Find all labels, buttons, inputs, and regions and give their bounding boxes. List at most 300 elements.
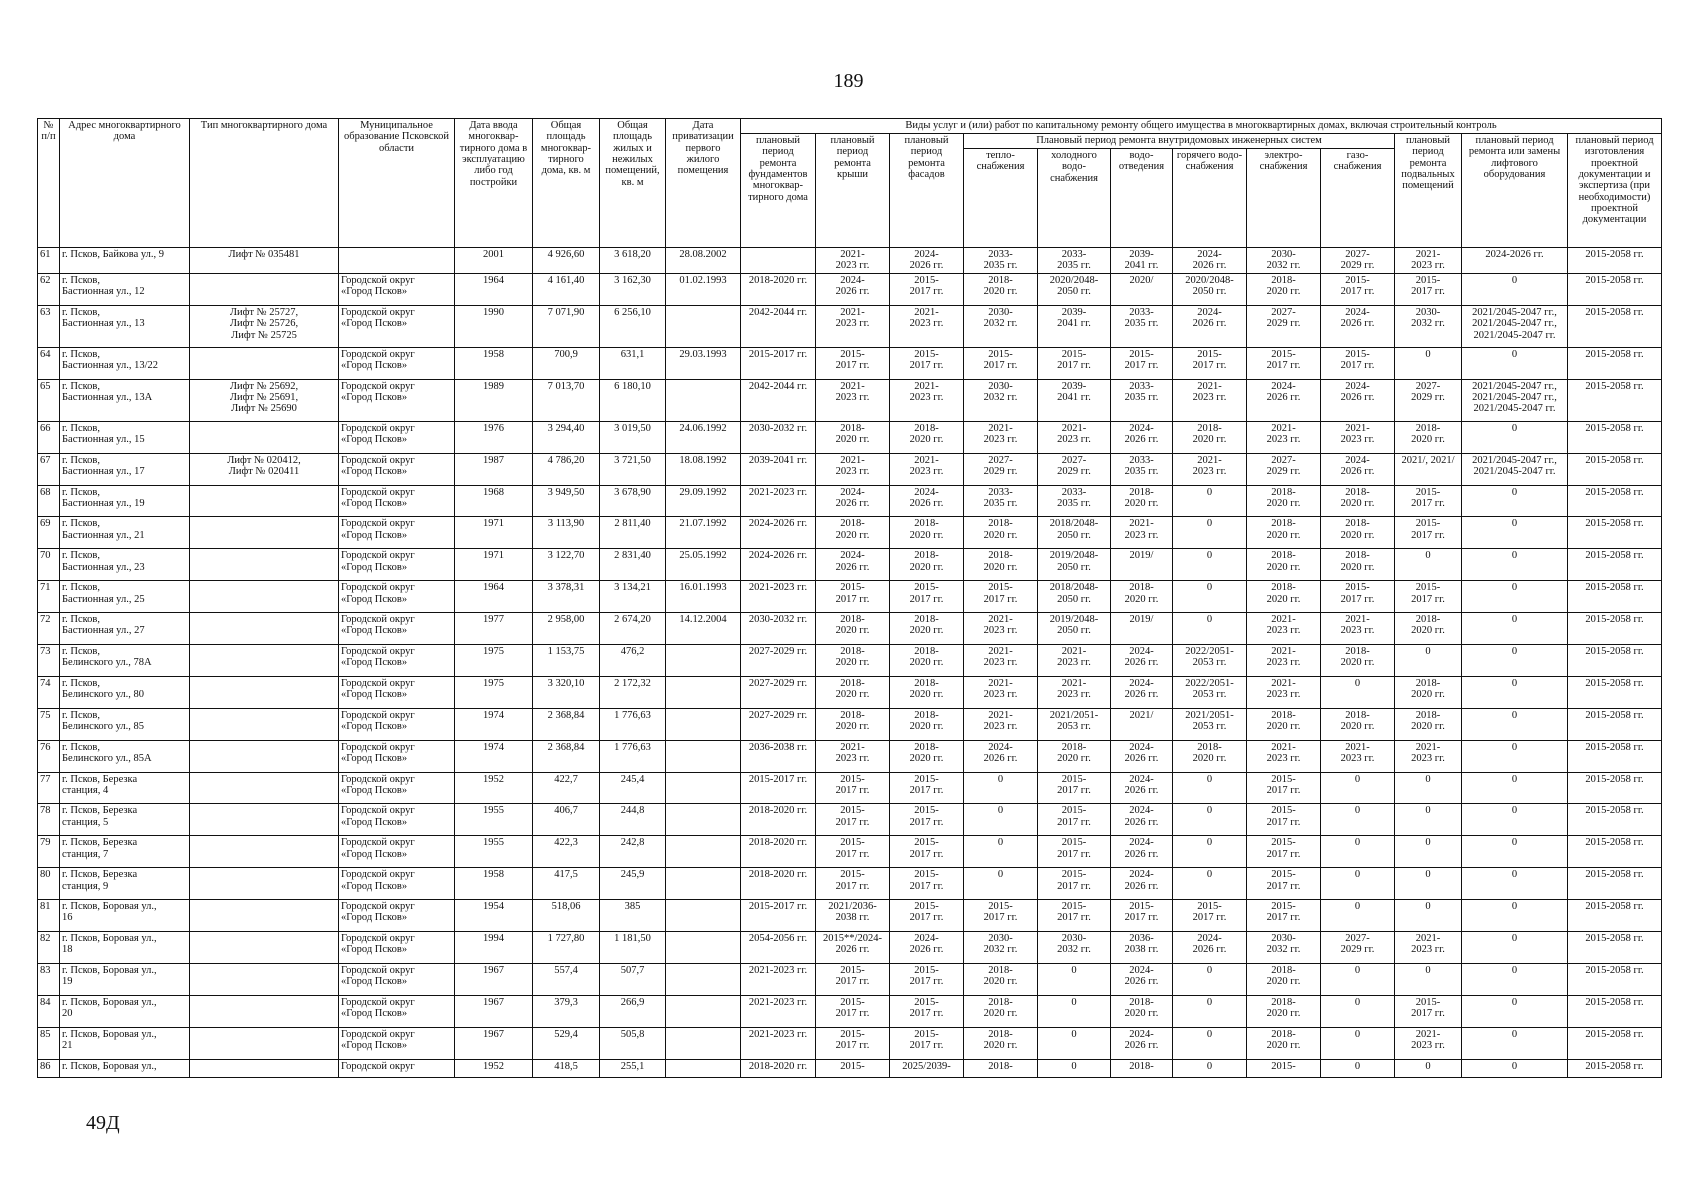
cell-roof-line: 2015- (840, 582, 865, 594)
cell-electric-line: 2023 гг. (1266, 625, 1301, 637)
cell-sewage-line: 2026 гг. (1124, 880, 1159, 892)
cell-electric-line: 2018- (1271, 1028, 1296, 1040)
cell-heat-line: 2017 гг. (983, 360, 1018, 372)
cell-heat-line: 2023 гг. (983, 434, 1018, 446)
cell-foundation (741, 676, 816, 708)
cell-gas-line: 0 (1354, 837, 1361, 849)
cell-electric-line: 2026 гг. (1266, 392, 1301, 404)
cell-gas (1321, 613, 1395, 645)
cell-elevator (1462, 836, 1568, 868)
cell-num: 78 (38, 804, 60, 836)
cell-heat (964, 963, 1038, 995)
cell-municipality-line: «Город Псков» (341, 657, 408, 669)
cell-facade (890, 804, 964, 836)
cell-sewage-line: 2018- (1129, 1060, 1154, 1072)
cell-cold-water-line: 2050 гг. (1057, 561, 1091, 573)
cell-living-area: 2 172,32 (600, 676, 666, 708)
cell-basement (1395, 305, 1462, 347)
cell-municipality-line: Городской округ (341, 901, 415, 913)
cell-hot-water-line: 2053 гг. (1192, 721, 1227, 733)
cell-roof-line: 2021- (840, 249, 865, 260)
cell-electric-line: 2020 гг. (1266, 1040, 1301, 1052)
cell-docs-line: 2015-2058 гг. (1585, 486, 1644, 498)
cell-electric (1247, 708, 1321, 740)
cell-cold-water-line: 2050 гг. (1057, 529, 1091, 541)
cell-type (190, 248, 339, 274)
cell-municipality (339, 836, 455, 868)
cell-elevator-line: 2021/2045-2047 гг., (1472, 306, 1557, 318)
cell-municipality-line: Городской округ (341, 1028, 415, 1040)
cell-hot-water-line: 2015- (1197, 348, 1222, 360)
table-row (38, 804, 1662, 836)
cell-sewage (1111, 305, 1173, 347)
cell-docs (1568, 274, 1662, 306)
cell-docs (1568, 836, 1662, 868)
cell-gas-line: 2024- (1345, 306, 1370, 318)
cell-total-area: 7 071,90 (533, 305, 600, 347)
cell-heat (964, 740, 1038, 772)
cell-municipality-line: «Город Псков» (341, 1008, 408, 1020)
cell-basement-line: 2017 гг. (1411, 1008, 1445, 1020)
cell-sewage-line: 2026 гг. (1124, 848, 1159, 860)
cell-num: 86 (38, 1059, 60, 1077)
cell-total-area: 3 378,31 (533, 581, 600, 613)
cell-privatization (666, 1027, 741, 1059)
cell-sewage-line: 2033- (1129, 454, 1154, 466)
cell-cold-water (1038, 421, 1111, 453)
cell-sewage-line: 2024- (1129, 741, 1154, 753)
cell-address (60, 248, 190, 274)
cell-heat-line: 2017 гг. (983, 912, 1018, 924)
header-foundation: плановый период ремонта фундаментов многоквар-тирного дома (741, 134, 816, 248)
cell-heat-line: 2015- (988, 901, 1013, 913)
cell-cold-water-line: 2019/2048- (1049, 550, 1099, 562)
cell-municipality (339, 613, 455, 645)
cell-sewage (1111, 804, 1173, 836)
cell-basement (1395, 868, 1462, 900)
cell-type (190, 868, 339, 900)
cell-gas-line: 2020 гг. (1340, 497, 1375, 509)
cell-roof-line: 2021/2036- (828, 901, 877, 913)
cell-roof-line: 2017 гг. (835, 816, 870, 828)
cell-heat (964, 1027, 1038, 1059)
cell-sewage-line: 2017 гг. (1124, 912, 1159, 924)
cell-electric-line: 2017 гг. (1266, 360, 1301, 372)
cell-basement (1395, 421, 1462, 453)
cell-docs (1568, 804, 1662, 836)
cell-sewage-line: 2024- (1129, 869, 1154, 881)
cell-municipality (339, 1027, 455, 1059)
cell-municipality (339, 421, 455, 453)
cell-electric (1247, 613, 1321, 645)
cell-facade (890, 485, 964, 517)
cell-cold-water-line: 2023 гг. (1057, 689, 1091, 701)
cell-gas (1321, 305, 1395, 347)
cell-cold-water-line: 2041 гг. (1057, 318, 1091, 330)
cell-address-line: Бастионная ул., 15 (62, 434, 145, 446)
cell-address-line: г. Псков, (62, 306, 101, 318)
cell-hot-water (1173, 932, 1247, 964)
cell-cold-water (1038, 517, 1111, 549)
table-row (38, 708, 1662, 740)
cell-facade-line: 2021- (914, 454, 939, 466)
cell-foundation (741, 804, 816, 836)
cell-num: 77 (38, 772, 60, 804)
cell-facade-line: 2021- (914, 380, 939, 392)
cell-privatization (666, 740, 741, 772)
cell-municipality-line: «Город Псков» (341, 561, 408, 573)
cell-heat-line: 2029 гг. (983, 466, 1018, 477)
table-body (38, 248, 1662, 1078)
table-row (38, 676, 1662, 708)
cell-hot-water-line: 2023 гг. (1192, 392, 1227, 404)
cell-foundation-line: 2030-2032 гг. (748, 422, 808, 434)
cell-cold-water (1038, 347, 1111, 379)
cell-address (60, 274, 190, 306)
cell-roof-line: 2026 гг. (835, 561, 870, 573)
cell-foundation (741, 379, 816, 421)
cell-facade (890, 305, 964, 347)
cell-electric-line: 2021- (1271, 741, 1296, 753)
cell-foundation (741, 613, 816, 645)
cell-hot-water-line: 2021- (1197, 454, 1222, 466)
cell-privatization: 16.01.1993 (666, 581, 741, 613)
cell-facade-line: 2015- (914, 275, 939, 286)
cell-gas-line: 0 (1354, 1028, 1361, 1040)
cell-gas (1321, 740, 1395, 772)
cell-basement-line: 2023 гг. (1411, 260, 1445, 272)
cell-roof-line: 2015- (840, 805, 865, 817)
table-header (38, 119, 1662, 248)
cell-basement (1395, 379, 1462, 421)
cell-hot-water (1173, 900, 1247, 932)
cell-elevator-line: 0 (1511, 773, 1518, 785)
cell-elevator-line: 0 (1511, 486, 1518, 498)
cell-sewage-line: 2024- (1129, 837, 1154, 849)
cell-sewage-line: 2033- (1129, 380, 1154, 392)
cell-hot-water-line: 0 (1206, 869, 1213, 881)
cell-hot-water-line: 2017 гг. (1192, 360, 1227, 372)
cell-cold-water (1038, 804, 1111, 836)
cell-heat-line: 2015- (988, 348, 1013, 360)
cell-sewage (1111, 772, 1173, 804)
cell-foundation (741, 868, 816, 900)
cell-municipality-line: Городской округ (341, 869, 415, 881)
cell-elevator-line: 0 (1511, 422, 1518, 434)
cell-total-area: 3 320,10 (533, 676, 600, 708)
cell-sewage-line: 2021/ (1129, 709, 1154, 721)
cell-date: 1955 (455, 836, 533, 868)
cell-docs (1568, 517, 1662, 549)
cell-docs (1568, 421, 1662, 453)
cell-num: 82 (38, 932, 60, 964)
cell-address-line: Бастионная ул., 19 (62, 497, 145, 509)
cell-num: 80 (38, 868, 60, 900)
header-heat: тепло-снабжения (964, 149, 1038, 248)
cell-address-line: г. Псков, (62, 275, 101, 286)
cell-privatization: 28.08.2002 (666, 248, 741, 274)
cell-type (190, 613, 339, 645)
header-roof: плановый период ремонта крыши (816, 134, 890, 248)
cell-facade (890, 868, 964, 900)
cell-heat-line: 2020 гг. (983, 1040, 1018, 1052)
cell-gas-line: 0 (1354, 805, 1361, 817)
cell-sewage-line: 2035 гг. (1124, 318, 1159, 330)
cell-elevator (1462, 963, 1568, 995)
cell-basement-line: 2021- (1415, 1028, 1441, 1040)
cell-heat-line: 2020 гг. (983, 1008, 1018, 1020)
cell-municipality-line: «Город Псков» (341, 880, 408, 892)
cell-docs (1568, 1027, 1662, 1059)
cell-address-line: г. Псков, Березка (62, 805, 138, 817)
cell-roof-line: 2015- (840, 1028, 865, 1040)
cell-hot-water-line: 0 (1206, 518, 1213, 530)
cell-address-line: г. Псков, (62, 614, 101, 626)
cell-electric-line: 2017 гг. (1266, 816, 1301, 828)
cell-gas (1321, 581, 1395, 613)
cell-electric-line: 2015- (1271, 837, 1296, 849)
cell-cold-water-line: 0 (1071, 1060, 1077, 1072)
cell-facade (890, 645, 964, 677)
cell-hot-water-line: 0 (1206, 805, 1213, 817)
cell-heat-line: 2018- (988, 996, 1013, 1008)
cell-gas-line: 0 (1354, 677, 1361, 689)
cell-elevator (1462, 1059, 1568, 1077)
cell-electric-line: 2017 гг. (1266, 848, 1301, 860)
cell-facade-line: 2017 гг. (909, 912, 944, 924)
cell-elevator-line: 0 (1511, 677, 1518, 689)
cell-hot-water (1173, 676, 1247, 708)
cell-basement-line: 2020 гг. (1411, 689, 1445, 701)
cell-docs (1568, 248, 1662, 274)
header-electric: электро-снабжения (1247, 149, 1321, 248)
cell-roof-line: 2018- (840, 614, 865, 626)
cell-hot-water-line: 2021- (1197, 380, 1222, 392)
cell-living-area: 6 180,10 (600, 379, 666, 421)
cell-elevator (1462, 772, 1568, 804)
cell-foundation (741, 549, 816, 581)
cell-roof-line: 2017 гг. (835, 360, 870, 372)
cell-gas-line: 2027- (1345, 249, 1370, 260)
cell-num: 83 (38, 963, 60, 995)
cell-roof (816, 708, 890, 740)
cell-gas-line: 2018- (1345, 646, 1370, 658)
cell-elevator-line: 0 (1511, 869, 1518, 881)
cell-docs-line: 2015-2058 гг. (1585, 422, 1644, 434)
cell-gas-line: 2021- (1345, 741, 1370, 753)
cell-facade-line: 2018- (914, 646, 939, 658)
cell-address-line: г. Псков, (62, 741, 101, 753)
cell-municipality (339, 581, 455, 613)
cell-address-line: 18 (62, 944, 73, 956)
cell-municipality-line: Городской округ (341, 518, 415, 530)
cell-docs-line: 2015-2058 гг. (1585, 646, 1644, 658)
cell-foundation (741, 581, 816, 613)
cell-elevator-line: 0 (1511, 275, 1518, 286)
cell-cold-water (1038, 248, 1111, 274)
cell-address-line: г. Псков, Березка (62, 869, 138, 881)
table-row (38, 347, 1662, 379)
cell-hot-water-line: 2024- (1197, 306, 1222, 318)
cell-cold-water (1038, 772, 1111, 804)
cell-living-area: 505,8 (600, 1027, 666, 1059)
cell-basement-line: 2020 гг. (1411, 625, 1445, 637)
cell-sewage-line: 2035 гг. (1124, 466, 1159, 477)
cell-heat (964, 274, 1038, 306)
cell-sewage-line: 2039- (1129, 249, 1154, 260)
cell-municipality-line: Городской округ (341, 996, 415, 1008)
cell-roof (816, 804, 890, 836)
cell-hot-water-line: 0 (1206, 614, 1213, 626)
cell-foundation (741, 995, 816, 1027)
cell-electric-line: 2023 гг. (1266, 434, 1301, 446)
cell-electric (1247, 453, 1321, 485)
cell-roof-line: 2021- (840, 454, 865, 466)
cell-type (190, 963, 339, 995)
cell-cold-water-line: 2015- (1061, 837, 1087, 849)
cell-cold-water-line: 2017 гг. (1057, 360, 1091, 372)
cell-facade (890, 517, 964, 549)
cell-electric (1247, 305, 1321, 347)
cell-gas (1321, 347, 1395, 379)
cell-municipality-line: «Город Псков» (341, 318, 408, 330)
cell-address-line: г. Псков, (62, 518, 101, 530)
cell-hot-water (1173, 995, 1247, 1027)
cell-municipality-line: «Город Псков» (341, 392, 408, 404)
cell-basement-line: 2017 гг. (1411, 286, 1445, 298)
cell-municipality (339, 485, 455, 517)
table-row (38, 517, 1662, 549)
cell-address-line: г. Псков, Боровая ул., (62, 964, 157, 976)
cell-facade-line: 2020 гг. (909, 625, 944, 637)
cell-heat (964, 517, 1038, 549)
cell-privatization (666, 868, 741, 900)
cell-elevator (1462, 549, 1568, 581)
cell-municipality-line: Городской округ (341, 741, 415, 753)
cell-roof (816, 676, 890, 708)
cell-heat-line: 2030- (988, 306, 1013, 318)
cell-electric-line: 2018- (1271, 275, 1296, 286)
cell-docs-line: 2015-2058 гг. (1585, 518, 1644, 530)
cell-heat (964, 836, 1038, 868)
cell-electric-line: 2030- (1271, 933, 1296, 945)
cell-foundation (741, 772, 816, 804)
cell-basement (1395, 836, 1462, 868)
cell-docs-line: 2015-2058 гг. (1585, 249, 1644, 260)
cell-total-area: 557,4 (533, 963, 600, 995)
cell-foundation-line: 2021-2023 гг. (748, 964, 808, 976)
cell-basement-line: 2021- (1415, 933, 1441, 945)
cell-sewage (1111, 581, 1173, 613)
cell-sewage-line: 2017 гг. (1124, 360, 1159, 372)
cell-heat (964, 379, 1038, 421)
cell-gas-line: 2026 гг. (1340, 392, 1375, 404)
cell-elevator-line: 0 (1511, 550, 1518, 562)
cell-elevator (1462, 932, 1568, 964)
cell-electric (1247, 932, 1321, 964)
cell-roof-line: 2018- (840, 518, 865, 530)
cell-cold-water-line: 2039- (1061, 380, 1087, 392)
cell-foundation-line: 2027-2029 гг. (748, 646, 808, 658)
cell-cold-water-line: 2023 гг. (1057, 434, 1091, 446)
cell-num: 84 (38, 995, 60, 1027)
cell-date: 1967 (455, 963, 533, 995)
cell-municipality-line: «Город Псков» (341, 466, 408, 477)
cell-elevator (1462, 900, 1568, 932)
cell-address-line: г. Псков, (62, 486, 101, 498)
cell-roof (816, 421, 890, 453)
cell-facade (890, 740, 964, 772)
cell-basement-line: 2030- (1415, 306, 1441, 318)
cell-municipality (339, 347, 455, 379)
cell-foundation (741, 274, 816, 306)
cell-gas-line: 2021- (1345, 422, 1370, 434)
cell-facade (890, 836, 964, 868)
cell-type-line: Лифт № 25725 (231, 329, 297, 341)
cell-heat (964, 581, 1038, 613)
cell-roof (816, 453, 890, 485)
cell-date: 1964 (455, 274, 533, 306)
cell-hot-water (1173, 772, 1247, 804)
cell-living-area: 476,2 (600, 645, 666, 677)
cell-foundation-line: 2042-2044 гг. (748, 380, 808, 392)
cell-cold-water (1038, 740, 1111, 772)
cell-heat-line: 2026 гг. (983, 753, 1018, 765)
cell-facade (890, 421, 964, 453)
cell-elevator (1462, 1027, 1568, 1059)
cell-cold-water-line: 2015- (1061, 773, 1087, 785)
cell-basement-line: 2015- (1415, 275, 1441, 286)
cell-electric-line: 2015- (1271, 805, 1296, 817)
cell-type (190, 549, 339, 581)
cell-electric-line: 2018- (1271, 964, 1296, 976)
cell-basement-line: 0 (1425, 1060, 1431, 1072)
cell-municipality-line: Городской округ (341, 837, 415, 849)
cell-gas-line: 0 (1354, 996, 1361, 1008)
cell-total-area: 2 368,84 (533, 708, 600, 740)
cell-cold-water-line: 2032 гг. (1057, 944, 1091, 956)
cell-cold-water-line: 2027- (1061, 454, 1087, 466)
cell-hot-water (1173, 868, 1247, 900)
cell-facade-line: 2015- (914, 964, 939, 976)
cell-foundation-line: 2024-2026 гг. (748, 518, 808, 530)
cell-gas-line: 0 (1354, 773, 1361, 785)
cell-cold-water (1038, 485, 1111, 517)
cell-municipality (339, 453, 455, 485)
cell-sewage (1111, 995, 1173, 1027)
cell-foundation (741, 932, 816, 964)
cell-basement-line: 0 (1425, 773, 1431, 785)
cell-address (60, 347, 190, 379)
cell-address-line: Бастионная ул., 13/22 (62, 360, 158, 372)
cell-address-line: г. Псков, Боровая ул., (62, 933, 157, 945)
cell-privatization: 01.02.1993 (666, 274, 741, 306)
cell-municipality-line: Городской округ (341, 964, 415, 976)
cell-sewage (1111, 379, 1173, 421)
cell-address-line: 21 (62, 1040, 73, 1052)
cell-heat (964, 305, 1038, 347)
cell-roof (816, 836, 890, 868)
cell-electric-line: 2020 гг. (1266, 286, 1301, 298)
cell-basement (1395, 645, 1462, 677)
cell-municipality-line: Городской округ (341, 306, 415, 318)
cell-cold-water-line: 2020/2048- (1049, 275, 1099, 286)
cell-hot-water (1173, 549, 1247, 581)
cell-address-line: 20 (62, 1008, 73, 1020)
cell-foundation (741, 248, 816, 274)
header-num: № п/п (38, 119, 60, 248)
cell-gas-line: 2017 гг. (1340, 286, 1375, 298)
